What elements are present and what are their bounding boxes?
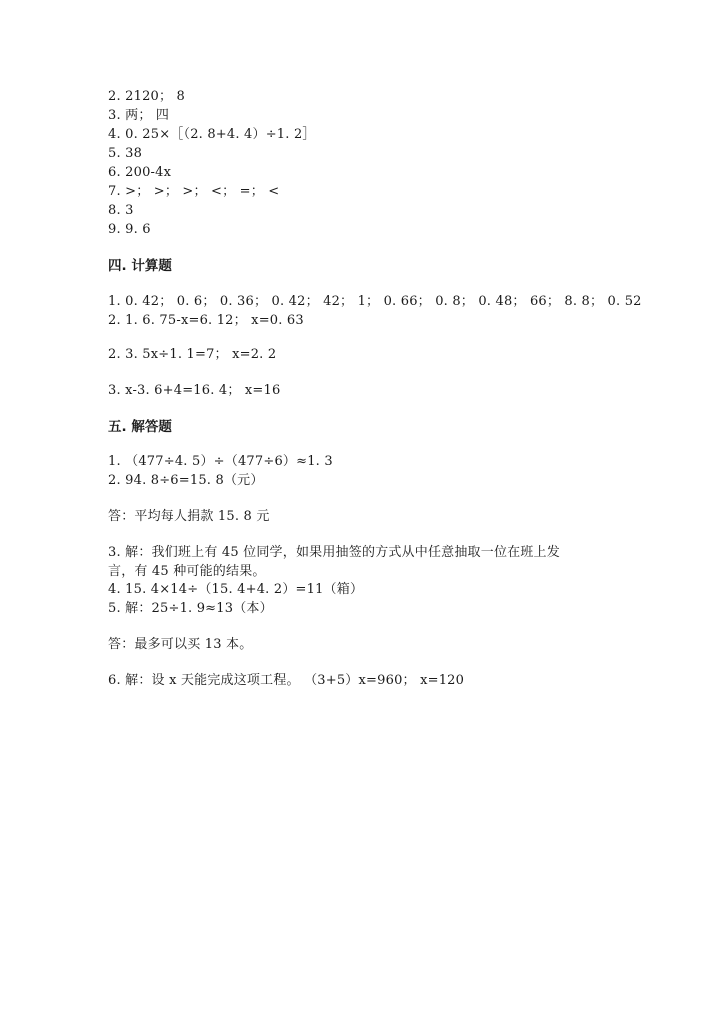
answer-item: 3. 两； 四	[108, 108, 170, 123]
answer-item: 答：平均每人捐款 15. 8 元	[108, 509, 270, 524]
answer-item: 言，有 45 种可能的结果。	[108, 564, 266, 579]
answer-item: 5. 38	[108, 146, 143, 161]
answer-item: 答：最多可以买 13 本。	[108, 637, 253, 652]
answer-item: 8. 3	[108, 203, 134, 218]
answer-item: 2. 1. 6. 75-x=6. 12； x=0. 63	[108, 313, 304, 328]
answer-item: 7. >； >； >； <； =； <	[108, 184, 280, 199]
answer-item: 4. 15. 4×14÷（15. 4+4. 2）=11（箱）	[108, 582, 364, 597]
answer-item: 3. x-3. 6+4=16. 4； x=16	[108, 383, 281, 398]
section-heading-word-problems: 五. 解答题	[108, 419, 172, 435]
answer-item: 1. （477÷4. 5）÷（477÷6）≈1. 3	[108, 454, 333, 469]
answer-item: 2. 94. 8÷6=15. 8（元）	[108, 473, 264, 488]
answer-item: 2. 2120； 8	[108, 89, 186, 104]
answer-item: 2. 3. 5x÷1. 1=7； x=2. 2	[108, 347, 277, 362]
answer-item: 3. 解：我们班上有 45 位同学，如果用抽签的方式从中任意抽取一位在班上发	[108, 545, 560, 560]
answer-item: 9. 9. 6	[108, 222, 151, 237]
section-heading-calculation: 四. 计算题	[108, 258, 172, 274]
answer-item: 6. 解：设 x 天能完成这项工程。 （3+5）x=960； x=120	[108, 673, 465, 688]
answer-item: 6. 200-4x	[108, 165, 172, 180]
answer-item: 5. 解：25÷1. 9≈13（本）	[108, 601, 273, 616]
answer-item: 1. 0. 42； 0. 6； 0. 36； 0. 42； 42； 1； 0. 66； 0. 8； 0. 48； 66； 8. 8； 0. 52	[108, 294, 642, 309]
answer-item: 4. 0. 25×［（2. 8+4. 4）÷1. 2］	[108, 127, 316, 142]
